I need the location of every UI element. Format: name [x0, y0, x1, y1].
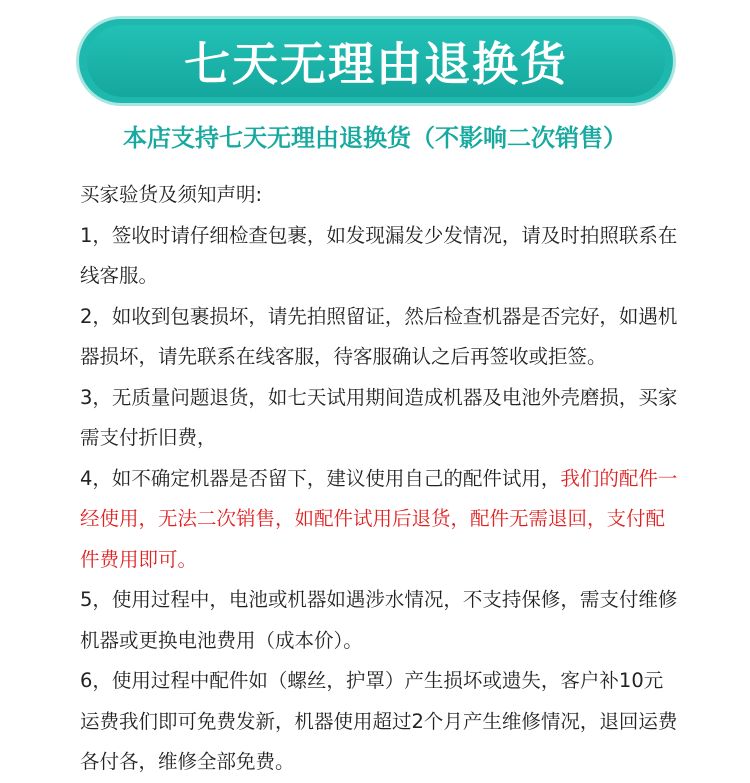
notice-item-6: 6，使用过程中配件如（螺丝，护罩）产生损坏或遗失，客户补10元运费我们即可免费发新，机器使用超过2个月产生维修情况，退回运费各付各，维修全部免费。	[80, 669, 678, 773]
title-banner	[76, 16, 676, 106]
notice-body	[80, 175, 680, 783]
page-title: 七天无理由退换货	[184, 37, 568, 91]
notice-item-4-text: 4，如不确定机器是否留下，建议使用自己的配件试用，	[80, 466, 561, 490]
notice-item-4	[80, 459, 680, 581]
notice-heading: 买家验货及须知声明:	[80, 183, 263, 206]
notice-item-3: 3，无质量问题退货，如七天试用期间造成机器及电池外壳磨损，买家需支付折旧费，	[80, 385, 678, 449]
page-subtitle: 本店支持七天无理由退换货（不影响二次销售）	[123, 124, 627, 152]
notice-item-2: 2，如收到包裹损坏，请先拍照留证，然后检查机器是否完好，如遇机器损坏，请先联系在线客服，待客服确认之后再签收或拒签。	[80, 304, 678, 368]
notice-item-4-highlight: 我们的配件一经使用，无法二次销售，如配件试用后退货，配件无需退回，支付配件费用即可。	[80, 466, 678, 571]
notice-item-1: 1，签收时请仔细检查包裹，如发现漏发少发情况，请及时拍照联系在线客服。	[80, 223, 678, 287]
notice-item-5: 5，使用过程中，电池或机器如遇涉水情况，不支持保修，需支付维修机器或更换电池费用（成本价）。	[80, 588, 678, 652]
